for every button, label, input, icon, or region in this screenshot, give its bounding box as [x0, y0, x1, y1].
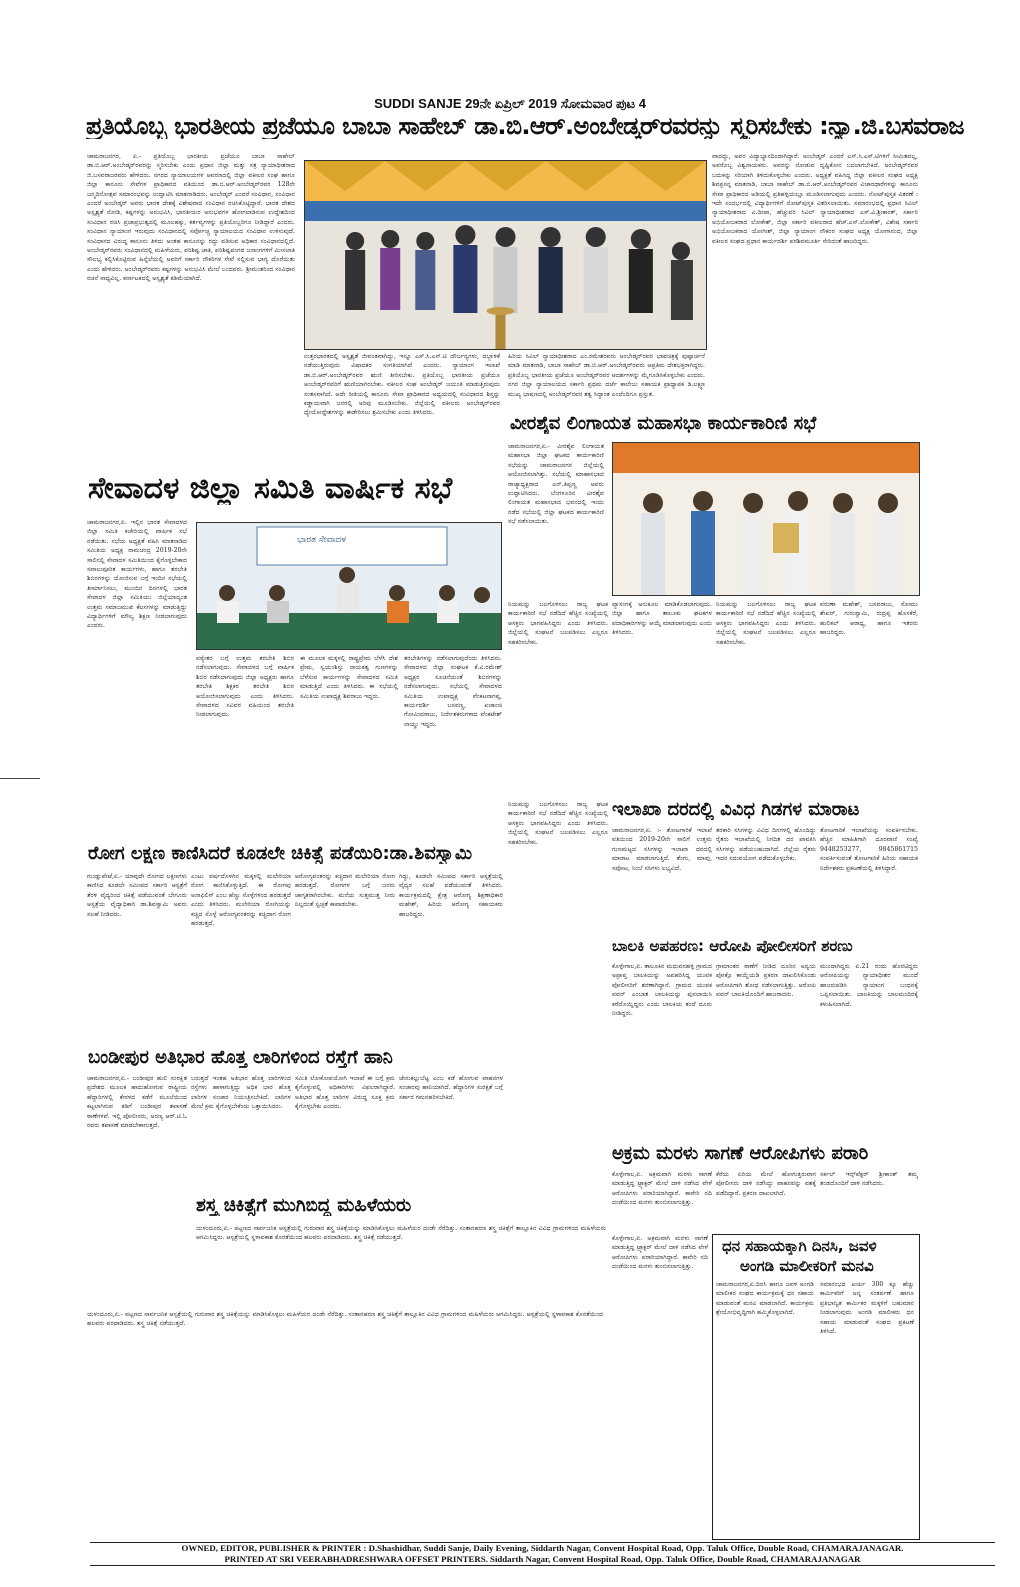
paper-name: SUDDI SANJE — [374, 96, 462, 111]
article-text: ತರಬೇತಿಗಳನ್ನು ನಡೆಸಲಾಗುವುದೆಂದು ತಿಳಿಸಿದರು. ಸೇವಾದಳದ ಜಿಲ್ಲಾ ಸಂಘಟಕ ಕೆ.ವಿ.ರಮೇಶ್ ಅಧ್ಯಕ್ಷರ ಸೂಚನೆಯಂತೆ ಶಿಬಿರಗಳನ್ನು ನಡೆಸಲಾಗುವುದು. ಸಭೆಯಲ್ಲಿ ಸೇವಾದಳದ ಸಮಿತಿಯ ಉಪಾಧ್ಯಕ್ಷ ವೆಂಕಟನಾಗಪ್ಪ, ಕಾರ್ಯದರ್ಶಿ ಬಸವಣ್ಣ, ಖಜಾಂಚಿ ಗೋವಿಂದರಾಜು, ನಿರ್ದೇಶಕರುಗಳಾದ ವೆಂಕಟೇಶ್ ನಾಯ್ಡು ಇದ್ದರು. — [404, 655, 502, 728]
article-text: ಚಾಮರಾಜನಗರ,ಏ.- ವೀರಶೈವ ಲಿಂಗಾಯತ ಮಹಾಸಭಾ ಜಿಲ್ಲಾ ಘಟಕದ ಕಾರ್ಯಕಾರಿಣಿ ಸಭೆಯನ್ನು ಚಾಮರಾಜನಗರ ಜಿಲ್ಲೆಯಲ್ಲಿ ಆಯೋಜಿಸಲಾಗಿತ್ತು. ಸಭೆಯಲ್ಲಿ ಮಾಹಾಸಭಾದ ರಾಜ್ಯಾಧ್ಯಕ್ಷರಾದ ಎನ್.ತಿಪ್ಪಣ್ಣ ಅವರು ಉದ್ಘಾಟಿಸಿದರು. ಬೆಂಗಳೂರಿನ ವೀರಶೈವ ಲಿಂಗಾಯತ ಮಹಾಸಭಾದ ಭವನದಲ್ಲಿ ಇಂದು ನಡೆದ ಸಭೆಯಲ್ಲಿ ಜಿಲ್ಲಾ ಘಟಕದ ಕಾರ್ಯಕಾರಿಣಿ ಸಭೆ ನಡೆಸಲಾಯಿತು. — [508, 443, 604, 526]
article-text: ಪಠ್ಯೇತರ ಬಗ್ಗೆ ಉತ್ತಮ ತರಬೇತಿ ಶಿಬಿರ ನಡೆಸಲಾಗುವುದು. ಸೇವಾದಳದ ಬಗ್ಗೆ ವಾರ್ಷಿಕ ಶಿಬಿರ ನಡೆಸಲಾಗುವುದು ಜಿಲ್ಲಾ ಅಧ್ಯಕ್ಷರು ಹಾಗೂ ತರಬೇತಿ ಶಿಕ್ಷಕರ ತರಬೇತಿ ಶಿಬಿರ ಆಯೋಜಿಸಲಾಗುವುದು ಎಂದು ತಿಳಿಸಿದರು. ಸೇವಾದಳದ ಸವಿವರ ವಹಿಯಂದ ತರಬೇತಿ ನೀಡಲಾಗುವುದು. — [196, 655, 294, 719]
article-text: ಆರೋಗ್ಯವಂತರನ್ನು ಕಚ್ಚಿದಾಗ ಮಲೇರಿಯಾ ರೋಗ ಹರಡುತ್ತದೆ. ರೋಗಗಳ ಬಗ್ಗೆ ಜನರು ಜಾಗೃತರಾಗಿರಬೇಕು. ಮನೆಯ ಸುತ್ತಮುತ್ತ ನೀರು ನಿಲ್ಲದಂತೆ ಸ್ವಚ್ಛತೆ ಕಾಪಾಡಬೇಕು. — [295, 873, 395, 909]
article-text: ನಿಯಮನ್ನು ಬಲಗೊಳಿಸಲು ರಾಜ್ಯ ಘಟಕ ಕಾರ್ಯಕಾರಿಣಿ ಸಭೆ ನಡೆದಿದೆ ಹೆಚ್ಚಿನ ಸಂಖ್ಯೆಯಲ್ಲಿ ಆಸಕ್ತರು ಭಾಗವಹಿಸಿದ್ದರು ಎಂದು ತಿಳಿಸಿದರು. ಜಿಲ್ಲೆಯಲ್ಲಿ ಸಂಘಟನೆ ಬಲಪಡಿಸಲು ಎಲ್ಲರೂ ಸಹಕರಿಸಬೇಕು. — [716, 601, 816, 646]
article-text: ಕೊಳ್ಳೇಗಾಲ,ಏ. ಅಕ್ರಮವಾಗಿ ಮರಳು ಸಾಗಣೆ ಮಾಡುತ್ತಿದ್ದ ಟ್ರ್ಯಾಕ್ಟರ್ ಮೇಲೆ ದಾಳಿ ನಡೆಸಿದ ವೇಳೆ ಆರೋಪಿಗಳು ಪರಾರಿಯಾಗಿದ್ದಾರೆ. ಕಾವೇರಿ ನದಿ ದಂಡೆಯಿಂದ ಮರಳು ತುಂಬಿಸಲಾಗುತ್ತಿತ್ತು. — [612, 1171, 712, 1207]
article-text: ಚಾಮರಾಜನಗರ,ಏ. :- ತೋಟಗಾರಿಕೆ ಇಲಾಖೆ ವತಿಯಿಂದ 2019-20ನೇ ಸಾಲಿಗೆ ಉತ್ತಮ ಗುಣಮಟ್ಟದ ಸಸಿಗಳನ್ನು ಇಲಾಖಾ ದರದಲ್ಲಿ ಮಾರಾಟ ಮಾಡಲಾಗುತ್ತಿದೆ. ತೆಂಗು, ಮಾವು, ಸಪೋಟ, ನಿಂಬೆ ಸಸಿಗಳು ಲಭ್ಯವಿದೆ. — [612, 827, 712, 872]
article-text: ಕೊಳ್ಳೇಗಾಲ,ಏ. ಅಕ್ರಮವಾಗಿ ಮರಳು ಸಾಗಣೆ ಮಾಡುತ್ತಿದ್ದ ಟ್ರ್ಯಾಕ್ಟರ್ ಮೇಲೆ ದಾಳಿ ನಡೆಸಿದ ವೇಳೆ ಆರೋಪಿಗಳು ಪರಾರಿಯಾಗಿದ್ದಾರೆ. ಕಾವೇರಿ ನದಿ ದಂಡೆಯಿಂದ ಮರಳು ತುಂಬಿಸಲಾಗುತ್ತಿತ್ತು. — [612, 1235, 708, 1271]
article-text: ಹಿರಿಯ ಸಿವಿಲ್ ನ್ಯಾಯಾಧೀಶರಾದ ಎಂ.ರಮೇಶರವರು ಅಂಬೇಡ್ಕರ್‌ರವರ ಭಾವಚಿತ್ರಕ್ಕೆ ಪುಷ್ಪಾರ್ಚನೆ ಮಾಡಿ ಮಾತನಾಡಿ, ಬಾಬಾ ಸಾಹೇಬ್ ಡಾ.ಬಿ.ಆರ್.ಅಂಬೇಡ್ಕರ್‌ರವರು ಅಪ್ರತಿಮ ದೇಶಭಕ್ತರಾಗಿದ್ದರು. ಪ್ರತಿಯೊಬ್ಬ ಭಾರತೀಯ ಪ್ರಜೆಯೂ ಅಂಬೇಡ್ಕರ್‌ರವರ ಆದರ್ಶಗಳನ್ನು ಮೈಗೂಡಿಸಿಕೊಳ್ಳಬೇಕು ಎಂದರು. ನಗರ ಜಿಲ್ಲಾ ನ್ಯಾಯಾಲಯದ ಸರ್ಕಾರಿ ಪ್ರಥಮ ದರ್ಜೆ ಕಾಲೇಜು ಸಹಾಯಕ ಪ್ರಾಧ್ಯಾಪಕ ಡಿ.ಲಕ್ಷ್ಮಣ ಮುಖ್ಯ ಭಾಷಣದಲ್ಲಿ ಅಂಬೇಡ್ಕರ್‌ರವರ ತತ್ವ ಸಿದ್ಧಾಂತ ಎಂದೆಂದಿಗೂ ಪ್ರಸ್ತುತ. — [508, 353, 705, 398]
article-text: ಸಮಾರಂಭದ ಖರ್ಚು 300 ಕ್ಕೂ ಹೆಚ್ಚು ಕಾರ್ಮಿಕರಿಗೆ ಅನ್ನ ಸಂತರ್ಪಣೆ ಹಾಗೂ ಪ್ರತಿಭಾನ್ವಿತ ಕಾರ್ಮಿಕರ ಮಕ್ಕಳಿಗೆ ಬಹುಮಾನ ನೀಡಲಾಗುವುದು ಅಂಗಡಿ ಮಾಲೀಕರು ಧನ ಸಹಾಯ ಮಾಡುವಂತೆ ಸಂಘದ ಪ್ರಕಟಣೆ ತಿಳಿಸಿದೆ. — [820, 1281, 914, 1336]
disease-headline: ರೋಗ ಲಕ್ಷಣ ಕಾಣಿಸಿದರೆ ಕೂಡಲೇ ಚಿಕಿತ್ಸೆ ಪಡೆಯಿರಿ:ಡಾ.ಶಿವಸ್ವಾಮಿ — [88, 844, 473, 864]
meeting-photo — [196, 522, 502, 650]
article-text: ಎಂಟು ವರ್ಷದೊಳಗಿನ ಮಕ್ಕಳಲ್ಲಿ ಮಲೇರಿಯಾ ರೋಗ ಕಾಣಿಸಿಕೊಳ್ಳುತ್ತಿದೆ. ಈ ರೋಗವು ಅನಾಫಿಲಿಸ್ ಎಂಬ ಹೆಣ್ಣು ಸೊಳ್ಳೆಗಳಿಂದ ಹರಡುತ್ತದೆ ಎಂದು ತಿಳಿಸಿದರು. ಮಲೇರಿಯಾ ರೋಗಿಯನ್ನು ಕಚ್ಚಿದ ಸೊಳ್ಳೆ ಆರೋಗ್ಯವಂತರನ್ನು ಕಚ್ಚಿದಾಗ ರೋಗ ಹರಡುತ್ತದೆ. — [191, 873, 291, 928]
article-text: ಚಾಮರಾಜನಗರ,ಏ. ಇಲ್ಲಿನ ಭಾರತ ಸೇವಾದಳದ ಜಿಲ್ಲಾ ಸಮಿತಿ ಕಚೇರಿಯಲ್ಲಿ ವಾರ್ಷಿಕ ಸಭೆ ನಡೆಯಿತು. ಸಭೆಯ ಅಧ್ಯಕ್ಷತೆ ವಹಿಸಿ ಮಾತನಾಡಿದ ಸಮಿತಿಯ ಅಧ್ಯಕ್ಷ ರಾಮಚಂದ್ರ 2019-20ನೇ ಸಾಲಿನಲ್ಲಿ ಸೇವಾದಳ ಸಮಿತಿಯಿಂದ ಕೈಗೊಳ್ಳಬೇಕಾದ ಸವಾಲುಪೂರಿತ ಕಾರ್ಯಗಳು, ಹಾಗೂ ತರಬೇತಿ ಶಿಬಿರಗಳನ್ನು ಯೋಜಿಸುವ ಬಗ್ಗೆ ಇಂದಿನ ಸಭೆಯಲ್ಲಿ ತೀರ್ಮಾನಿಸಲು, ಮುಂದಿನ ದಿನಗಳಲ್ಲಿ ಭಾರತ ಸೇವಾದಳ ಜಿಲ್ಲಾ ಸಮಿತಿಯು ಜಿಲ್ಲೆಯಾದ್ಯಂತ ಉತ್ತಮ ಸಮಾಜಮುಖಿ ಕೆಲಸಗಳನ್ನು ಮಾಡುತ್ತಿದ್ದು ವಿದ್ಯಾರ್ಥಿಗಳಿಗೆ ಮೌಲ್ಯ ಶಿಕ್ಷಣ ನೀಡಲಾಗುವುದು ಎಂದರು. — [87, 519, 187, 630]
article-text: ಸಮಿತಿ ಲೋಕೋಪಯೋಗಿ ಇಲಾಖೆ ಈ ಬಗ್ಗೆ ಕ್ರಮ ಕೈಗೊಳ್ಳುವಲ್ಲಿ ಅಧಿಕಾರಿಗಳು ವಿಫಲರಾಗಿದ್ದಾರೆ. ಅತಿಭಾರ ಹೊತ್ತ ಲಾರಿಗಳ ವಿರುದ್ಧ ಸೂಕ್ತ ಕ್ರಮ ಕೈಗೊಳ್ಳಬೇಕು ಎಂದರು. — [295, 1075, 395, 1111]
banner-text: ಭಾರತ ಸೇವಾದಳ — [297, 535, 347, 545]
ceremony-photo — [304, 160, 707, 350]
imprint-footer — [90, 1542, 995, 1566]
main-headline: ಪ್ರತಿಯೊಬ್ಬ ಭಾರತೀಯ ಪ್ರಜೆಯೂ ಬಾಬಾ ಸಾಹೇಬ್ ಡಾ.ಬಿ.ಆರ್.ಅಂಬೇಡ್ಕರ್‌ರವರನ್ನು ಸ್ಮರಿಸಬೇಕು :ನ್ಯಾ.ಜಿ.ಬಸವರಾಜ — [86, 113, 964, 140]
sand-headline: ಅಕ್ರಮ ಮರಳು ಸಾಗಣೆ ಆರೋಪಿಗಳು ಪರಾರಿ — [612, 1144, 869, 1164]
sevadal-headline: ಸೇವಾದಳ ಜಿಲ್ಲಾ ಸಮಿತಿ ವಾರ್ಷಿಕ ಸಭೆ — [88, 472, 453, 505]
masthead — [0, 96, 1020, 112]
margin-rule — [0, 778, 40, 779]
article-text: ಯಳಂದೂರು,ಏ.- ಪಟ್ಟಣದ ಸಾರ್ವಜನಿಕ ಆಸ್ಪತ್ರೆಯಲ್ಲಿ ಗುರುವಾರ ಶಸ್ತ್ರ ಚಿಕಿತ್ಸೆಯನ್ನು ಮಾಡಿಸಿಕೊಳ್ಳಲು ಮಹಿಳೆಯರ ದಂಡೇ ನೆರೆದಿತ್ತು. ಸಂತಾನಹರಣ ಶಸ್ತ್ರ ಚಿಕಿತ್ಸೆಗೆ ತಾಲ್ಲೂಕಿನ ವಿವಿಧ ಗ್ರಾಮಗಳಿಂದ ಮಹಿಳೆಯರು ಆಗಮಿಸಿದ್ದರು. ಆಸ್ಪತ್ರೆಯಲ್ಲಿ ಸ್ಥಳಾವಕಾಶ ಕೊರತೆಯಿಂದ ಹಲವರು ಪರದಾಡಿದರು. ಶಸ್ತ್ರ ಚಿಕಿತ್ಸೆ ನಡೆಯುತ್ತದೆ. — [87, 1311, 603, 1328]
article-text: ಸರ್ಕಲ್ ಇನ್ಸ್‌ಪೆಕ್ಟರ್ ಶ್ರೀಕಾಂತ್ ತಮ್ಮ ತಂಡದೊಂದಿಗೆ ದಾಳಿ ನಡೆಸಿದರು. — [820, 1171, 918, 1188]
article-text: ತರಕಾರಿ ಸಸಿಗಳನ್ನು ವಿವಿಧ ದಿನಗಳಲ್ಲಿ ಹೊಂದಿದ್ದು ರೈತರು ಇಲಾಖೆಯಲ್ಲಿ ನಿಗದಿತ ದರ ಪಾವತಿಸಿ ಸಸಿಗಳನ್ನು ಪಡೆಯಬಹುದಾಗಿದೆ. ಜಿಲ್ಲೆಯ ರೈತರು ಇದರ ಸದುಪಯೋಗ ಪಡೆದುಕೊಳ್ಳಬೇಕು. — [716, 827, 816, 863]
article-text: ಗ್ರಾಮಾಂತರ ಠಾಣೆಗೆ ನೀಡಿದ ದೂರಿನ ಅನ್ವಯ ಪೋಕ್ಸೊ ಕಾಯ್ದೆಯಡಿ ಪ್ರಕರಣ ದಾಖಲಿಸಿಕೊಂಡು ಆರೋಪಿಗಾಗಿ ಶೋಧ ನಡೆಸಲಾಗುತ್ತಿತ್ತು. ಆರೋಪಿ ಪವನ್ ಬಾಲಕಿಯೊಂದಿಗೆ ಹಾಜರಾದನು. — [716, 963, 816, 999]
article-text: ಗಿದ್ದು, ಕೂಡಲೇ ಸಮೀಪದ ಸರ್ಕಾರಿ ಆಸ್ಪತ್ರೆಯಲ್ಲಿ ವೈದ್ಯರ ಸಲಹೆ ಪಡೆಯುವಂತೆ ತಿಳಿಸಿದರು. ಕಾರ್ಯಕ್ರಮದಲ್ಲಿ ಕ್ಷೇತ್ರ ಆರೋಗ್ಯ ಶಿಕ್ಷಣಾಧಿಕಾರಿ ಮಹೇಶ್, ಹಿರಿಯ ಆರೋಗ್ಯ ಸಹಾಯಕರು ಹಾಜರಿದ್ದರು. — [399, 873, 503, 918]
article-text: ಯಳಂದೂರು,ಏ.- ಪಟ್ಟಣದ ಸಾರ್ವಜನಿಕ ಆಸ್ಪತ್ರೆಯಲ್ಲಿ ಗುರುವಾರ ಶಸ್ತ್ರ ಚಿಕಿತ್ಸೆಯನ್ನು ಮಾಡಿಸಿಕೊಳ್ಳಲು ಮಹಿಳೆಯರ ದಂಡೇ ನೆರೆದಿತ್ತು. ಸಂತಾನಹರಣ ಶಸ್ತ್ರ ಚಿಕಿತ್ಸೆಗೆ ತಾಲ್ಲೂಕಿನ ವಿವಿಧ ಗ್ರಾಮಗಳಿಂದ ಮಹಿಳೆಯರು ಆಗಮಿಸಿದ್ದರು. ಆಸ್ಪತ್ರೆಯಲ್ಲಿ ಸ್ಥಳಾವಕಾಶ ಕೊರತೆಯಿಂದ ಹಲವರು ಪರದಾಡಿದರು. ಶಸ್ತ್ರ ಚಿಕಿತ್ಸೆ ನಡೆಯುತ್ತದೆ. — [196, 1225, 606, 1242]
article-text: ಉತ್ತರಭಾರತದಲ್ಲಿ ಅಸ್ಪೃಶ್ಯತೆ ಜೀವಂತವಾಗಿದ್ದು, ಇನ್ನೂ ಎಸ್.ಸಿ.ಎಸ್.ಟಿ ದೌರ್ಜನ್ಯಗಳು, ದಬ್ಬಾಳಿಕೆ ನಡೆಯುತ್ತಿರುವುದು ವಿಷಾದಕರ ಸಂಗತಿಯಾಗಿದೆ ಎಂದರು. ನ್ಯಾಯಾಂಗ ಇಲಾಖೆ ಡಾ.ಬಿ.ಆರ್.ಅಂಬೇಡ್ಕರ್‌ರವರ ಋಣಿ ತೀರಿಸಬೇಕು. ಪ್ರತಿಯೊಬ್ಬ ಭಾರತೀಯ ಪ್ರಜೆಯೂ ಅಂಬೇಡ್ಕರ್‌ರವರಿಗೆ ಋಣಿಯಾಗಿರಬೇಕು. ವಕೀಲರ ಸಂಘ ಅಂಬೇಡ್ಕರ್ ಜಯಂತಿ ಮಾಡುತ್ತಿರುವುದು ಸಂತಸವಾಗಿದೆ. ಅದೇ ರೀತಿಯಲ್ಲಿ ಕಾನೂನು ಸೇವಾ ಪ್ರಾಧಿಕಾರದ ಅಧ್ಯಯದಲ್ಲಿ ಸಂವಿಧಾನದ ಶಿಸ್ತನ್ನು ಕಡ್ಡಾಯವಾಗಿ ಜನರಲ್ಲಿ ಅರಿವು ಮೂಡಿಸಬೇಕು. ಜಿಲ್ಲೆಯಲ್ಲಿ ವಕೀಲರು ಅಂಬೇಡ್ಕರ್‌ರವರ ಧ್ಯೇಯೋದ್ದೇಶಗಳನ್ನು ಈಡೇರಿಸಲು ಶ್ರಮಿಸಬೇಕು ಎಂದು ತಿಳಿಸಿದರು. — [304, 353, 500, 417]
aid-headline-line1: ಧನ ಸಹಾಯಕ್ಕಾಗಿ ದಿನಸಿ, ಜವಳಿ — [722, 1238, 877, 1255]
article-text: ವಾದದ್ದು, ಅವರ ವಿದ್ಯಾಭ್ಯಾಸದಿಂದಾಗಿದ್ದಾರೆ. ಅಂಬೇಡ್ಕರ್ ಎಂದರೆ ಎಸ್.ಸಿ.ಎಸ್.ಟಿಗಳಿಗೆ ಸೀಮಿತವಲ್ಲ, ಅವರೊಬ್ಬ ವಿಶ್ವನಾಯಕರು. ಅವರನ್ನು ನೋಡುವ ದೃಷ್ಟಿಕೋನ ಬದಲಾಗಬೇಕಿದೆ. ಅಂಬೇಡ್ಕರ್‌ರವರ ಬದುಕನ್ನು ಸರಿಯಾಗಿ ತಿಳಿದುಕೊಳ್ಳಬೇಕು ಎಂದರು. ಅಧ್ಯಕ್ಷತೆ ವಹಿಸಿದ್ದ ಜಿಲ್ಲಾ ವಕೀಲರ ಸಂಘದ ಅಧ್ಯಕ್ಷ ಶಿವಪ್ರಸನ್ನ ಮಾತನಾಡಿ, ಬಾಬಾ ಸಾಹೇಬ್ ಡಾ.ಬಿ.ಆರ್.ಅಂಬೇಡ್ಕರ್‌ರವರ ವಿಚಾರಧಾರೆಗಳನ್ನು ಕಾನೂನು ಸೇವಾ ಪ್ರಾಧಿಕಾರದ ಅಡಿಯಲ್ಲಿ ಪ್ರತಿಹಳ್ಳಿಯಲ್ಲೂ ಮೂಡಿಸಲಾಗುವುದು ಎಂದರು. ನೋಟ್‌ಪುಸ್ತಕ ವಿತರಣೆ : ಇದೇ ಸಂದರ್ಭದಲ್ಲಿ ವಿದ್ಯಾರ್ಥಿಗಳಿಗೆ ನೋಟ್‌ಪುಸ್ತಕ ವಿತರಿಸಲಾಯಿತು. ಸಮಾರಂಭದಲ್ಲಿ ಪ್ರಧಾನ ಸಿವಿಲ್ ನ್ಯಾಯಾಧೀಶರಾದ ವಿ.ದೀಪಾ, ಹೆಚ್ಚುವರಿ ಸಿವಿಲ್ ನ್ಯಾಯಾಧೀಶರಾದ ಎಸ್.ವಿ.ಶ್ರೀಕಾಂತ್, ಸರ್ಕಾರಿ ಅಭಿಯೋಜಕರಾದ ಲೋಕೇಶ್, ಜಿಲ್ಲಾ ಸರ್ಕಾರಿ ವಕೀಲರಾದ ಹೆಚ್.ಎಸ್.ಲೋಕೇಶ್, ವಿಶೇಷ ಸರ್ಕಾರಿ ಅಭಿಯೋಜಕರಾದ ಯೋಗೀಶ್, ಜಿಲ್ಲಾ ನ್ಯಾಯಾಂಗ ನೌಕರರ ಸಂಘದ ಅಧ್ಯಕ್ಷ ಯೋಗಾನಂದ, ಜಿಲ್ಲಾ ವಕೀಲರ ಸಂಘದ ಪ್ರಧಾನ ಕಾರ್ಯದರ್ಶಿ ಪರಶಿವಮೂರ್ತಿ ಸೇರಿದಂತೆ ಹಾಜರಿದ್ದರು. — [712, 153, 918, 245]
bandipur-headline: ಬಂಡೀಪುರ ಅತಿಭಾರ ಹೊತ್ತ ಲಾರಿಗಳಿಂದ ರಸ್ತೆಗೆ ಹಾನಿ — [88, 1048, 393, 1068]
article-text: ನಿಯಮನ್ನು ಬಲಗೊಳಿಸಲು ರಾಜ್ಯ ಘಟಕ ಕಾರ್ಯಕಾರಿಣಿ ಸಭೆ ನಡೆದಿದೆ ಹೆಚ್ಚಿನ ಸಂಖ್ಯೆಯಲ್ಲಿ ಆಸಕ್ತರು ಭಾಗವಹಿಸಿದ್ದರು ಎಂದು ತಿಳಿಸಿದರು. ಜಿಲ್ಲೆಯಲ್ಲಿ ಸಂಘಟನೆ ಬಲಪಡಿಸಲು ಎಲ್ಲರೂ ಸಹಕರಿಸಬೇಕು. — [508, 601, 608, 646]
article-text: ವ್ಯಾಸಂಗಕ್ಕೆ ಅನುಕೂಲ ಮಾಡಿಕೊಡಲಾಗುವುದು. ಜಿಲ್ಲಾ ಹಾಗೂ ತಾಲೂಕು ಘಟಕಗಳ ಪದಾಧಿಕಾರಿಗಳನ್ನು ಆಯ್ಕೆ ಮಾಡಲಾಗುವುದು ಎಂದು ತಿಳಿಸಿದರು. — [612, 601, 712, 637]
article-text: ಕೊಳ್ಳೇಗಾಲ,ಏ. ತಾಲೂಕಿನ ಮಧುವನಹಳ್ಳಿ ಗ್ರಾಮದ ಅಪ್ರಾಪ್ತ ಬಾಲಕಿಯನ್ನು ಅಪಹರಿಸಿದ್ದ ಯುವಕ ಪೋಲೀಸರಿಗೆ ಶರಣಾಗಿದ್ದಾನೆ. ಗ್ರಾಮದ ಯುವಕ ಪವನ್ ಎಂಬಾತ ಬಾಲಕಿಯನ್ನು ಪುಸಲಾಯಿಸಿ ಕರೆದೊಯ್ದಿದ್ದನು ಎಂದು ಬಾಲಕಿಯ ತಂದೆ ದೂರು ನೀಡಿದ್ದರು. — [612, 963, 712, 1018]
felicitation-photo — [612, 442, 920, 596]
article-text: ಚಾಮರಾಜನಗರ, ಏ.- ಪ್ರತಿಯೊಬ್ಬ ಭಾರತೀಯ ಪ್ರಜೆಯೂ ಬಾಬಾ ಸಾಹೇಬ್ ಡಾ.ಬಿ.ಆರ್.ಅಂಬೇಡ್ಕರ್‌ರವರನ್ನು ಸ್ಮರಿಸಬೇಕು ಎಂದು ಪ್ರಧಾನ ಜಿಲ್ಲಾ ಮತ್ತು ಸತ್ರ ನ್ಯಾಯಾಧೀಶರಾದ ಜಿ.ಬಸವರಾಜರವರು ಹೇಳಿದರು. ನಗರದ ನ್ಯಾಯಾಲಯಗಳ ಆವರಣದಲ್ಲಿ ಜಿಲ್ಲಾ ವಕೀಲರ ಸಂಘ ಹಾಗೂ ಜಿಲ್ಲಾ ಕಾನೂನು ಸೇವೆಗಳ ಪ್ರಾಧಿಕಾರದ ವತಿಯಿಂದ ಡಾ.ಬಿ.ಆರ್.ಅಂಬೇಡ್ಕರ್‌ರವರ 128ನೇ ಜನ್ಮದಿನೋತ್ಸವ ಸಮಾರಂಭವನ್ನು ಉದ್ಘಾಟಿಸಿ ಮಾತನಾಡಿದರು. ಅಂಬೇಡ್ಕರ್ ಎಂದರೆ ಸಂವಿಧಾನ, ಸಂವಿಧಾನ ಎಂದರೆ ಅಂಬೇಡ್ಕರ್ ಅವರು ಭಾರತ ದೇಶಕ್ಕೆ ವಿಶೇಷವಾದ ಸಂವಿಧಾನ ರಚಿಸಿಕೊಟ್ಟಿದ್ದಾರೆ. ಭಾರತ ದೇಶದ ಅಸ್ಪೃಶ್ಯತೆ ನೋಡಿ, ಕಷ್ಟಗಳನ್ನು ಅನುಭವಿಸಿ, ಭಾರತೀಯರ ಅನುಭವಗಳ ಹೋಗಲಾಡಿಸುವ ಉದ್ದೇಶದಿಂದ ಸಂವಿಧಾನ ರಚಿಸಿ ಪ್ರಜಾಪ್ರಭುತ್ವದಲ್ಲಿ ಮೂಲಹಕ್ಕು, ಕರ್ತವ್ಯಗಳನ್ನು ಪ್ರತಿಯೊಬ್ಬರಿಗೂ ನೀಡಿದ್ದಾರೆ ಎಂದರು. ಸಂವಿಧಾನ ನ್ಯಾಯಾಂಗ ಇರುವುದು ಸಂವಿಧಾನದಲ್ಲಿ ಸರ್ವೋಚ್ಚ ನ್ಯಾಯಾಲಯದ ಸಂವಿಧಾನ ಉಳಿಸುವುದೆ. ಸಂವಿಧಾನದ ವಿರುದ್ಧ ಕಾನೂನು ತಿಳಿದು ಅಂತಹ ಕಾನೂನನ್ನು ರದ್ದು ಪಡಿಸುವ ಅಧಿಕಾರ ಸಂವಿಧಾನದಲ್ಲಿದೆ. ಅಂಬೇಡ್ಕರ್‌ರವರು ಸಂವಿಧಾನದಲ್ಲಿ ಮಹಿಳೆಯರು, ಪರಿಶಿಷ್ಟ ಜಾತಿ, ಪರಿಶಿಷ್ಟಪಂಗಡ ಜನಾಂಗಗಳಿಗೆ ಮೀಸಲಾತಿ ಸೌಲಭ್ಯ ಕಲ್ಪಿಸಿಕೊಟ್ಟಿರುವ ಹಿನ್ನೆಲೆಯಲ್ಲಿ ಅವರಿಗೆ ಸರ್ಕಾರಿ ನೌಕರಿಗಳ ಸೇವೆ ಸಲ್ಲಿಸುವ ಭಾಗ್ಯ ದೊರೆಯಿತು ಎಂದು ಹೇಳಿದರು. ಅಂಬೇಡ್ಕರ್‌ರವರು ಕಷ್ಟಗಳನ್ನು ಅನುಭವಿಸಿ ಮೇಲೆ ಬಂದವರು. ಶ್ರೀಮಂತರಿಂದ ಸಂವಿಧಾನ ರಚನೆ ಸಾಧ್ಯವಿಲ್ಲ. ಕರ್ನಾಟಕದಲ್ಲಿ ಅಸ್ಪೃಶ್ಯತೆ ಕಡಿಮೆಯಾಗಿದೆ. — [87, 153, 295, 283]
aid-headline-line2: ಅಂಗಡಿ ಮಾಲೀಕರಿಗೆ ಮನವಿ — [740, 1258, 874, 1275]
article-text: ಕೆರೆಯ ಏರಿಯ ಮೇಲೆ ಹೋಗುತ್ತಿರುವಾಗ ಪೋಲೀಸರು ದಾಳಿ ನಡೆಸಿದ್ದು ವಾಹನವನ್ನು ವಶಕ್ಕೆ ಪಡೆದಿದ್ದಾರೆ. ಪ್ರಕರಣ ದಾಖಲಾಗಿದೆ. — [716, 1171, 816, 1197]
article-text: ಬರುತ್ತದೆ ಇಂತಹ ಅತಿಭಾರ ಹೊತ್ತ ಲಾರಿಗಳಿಂದ ರಸ್ತೆಗಳು ಹಾಳಾಗುತ್ತಿದ್ದು ಅಧಿಕ ಭಾರ ಹೊತ್ತ ಲಾರಿಗಳ ಸಂಚಾರ ನಿಯಂತ್ರಿಸಬೇಕಿದೆ. ಲಾರಿಗಳ ಮೇಲೆ ಕ್ರಮ ಕೈಗೊಳ್ಳಬೇಕೆಂದು ಒತ್ತಾಯಿಸಿದರು. — [191, 1075, 291, 1111]
surgery-headline: ಶಸ್ತ್ರ ಚಿಕಿತ್ಸೆಗೆ ಮುಗಿಬಿದ್ದ ಮಹಿಳೆಯರು — [196, 1196, 412, 1216]
article-text: ಈ ಮೂಲಕ ಮಕ್ಕಳಲ್ಲಿ ರಾಷ್ಟ್ರಪ್ರೇಮ ಬೆಳೆಸಿ ದೇಶ ಪ್ರೇಮ, ಸ್ವಯಂಶಿಸ್ತು ನಾಯಕತ್ವ ಗುಣಗಳನ್ನು ಬೆಳೆಸುವ ಕಾರ್ಯಗಳನ್ನು ಸೇವಾದಳದ ಸಮಿತಿ ಮಾಡುತ್ತಿದೆ ಎಂದು ತಿಳಿಸಿದರು. ಈ ಸಭೆಯಲ್ಲಿ ಸಮಿತಿಯ ಉಪಾಧ್ಯಕ್ಷ ಶಿವರಾಜು ಇದ್ದರು. — [300, 655, 398, 700]
article-text: ಚಾಮರಾಜನಗರ,ಏ.ದಿನಸಿ ಹಾಗೂ ಜವಳಿ ಅಂಗಡಿ ಮಾಲೀಕರ ಸಂಘದ ಕಾರ್ಯಕ್ರಮಕ್ಕೆ ಧನ ಸಹಾಯ ಮಾಡುವಂತೆ ಮನವಿ ಮಾಡಲಾಗಿದೆ. ಕಾರ್ಯಕ್ರಮ ಶ್ರೇಯೋಭಿವೃದ್ಧಿಗಾಗಿ ಹಮ್ಮಿಕೊಳ್ಳಲಾಗಿದೆ. — [716, 1281, 814, 1317]
article-text: ಜೇನುಕಲ್ಲುಬೆಟ್ಟ ಎಂಬ ಕಡೆ ಹೋಗುವ ವಾಹನಗಳ ಸಂಚಾರವು ಹಾನಿಯಾಗಿದೆ. ಹೆದ್ದಾರಿಗಳ ಸುರಕ್ಷತೆ ಬಗ್ಗೆ ಸರ್ಕಾರ ಗಮನಹರಿಸಬೇಕಿದೆ. — [399, 1075, 503, 1101]
veerashaiva-headline: ವೀರಶೈವ ಲಿಂಗಾಯತ ಮಹಾಸಭಾ ಕಾರ್ಯಕಾರಿಣಿ ಸಭೆ — [510, 414, 817, 434]
article-text: ವರುಣಾ ಮಹೇಶ್, ಬಸವರಾಜು, ಸೋಮು ಶೇಖರ್, ಗುರುಸ್ವಾಮಿ, ರುದ್ರಪ್ಪ ಹೊಸಕೆರೆ, ಹುಲಿಕಲ್ ಆರಾಧ್ಯ, ಹಾಗೂ ಇತರರು ಹಾಜರಿದ್ದರು. — [820, 601, 918, 637]
issue-date: 29ನೇ ಏಪ್ರಿಲ್ 2019 ಸೋಮವಾರ ಪುಟ 4 — [465, 96, 646, 111]
kidnap-headline: ಬಾಲಕಿ ಅಪಹರಣ: ಆರೋಪಿ ಪೋಲೀಸರಿಗೆ ಶರಣು — [612, 938, 853, 955]
imprint-line: OWNED, EDITOR, PUBLISHER & PRINTER : D.Shashidhar, Suddi Sanje, Daily Evening, Siddarth Nagar, Convent Hospital Road, Opp. Taluk Office, Double Road, CHAMARAJANAGAR. — [181, 1543, 904, 1553]
sale-headline: ಇಲಾಖಾ ದರದಲ್ಲಿ ವಿವಿಧ ಗಿಡಗಳ ಮಾರಾಟ — [612, 800, 860, 820]
imprint-line: PRINTED AT SRI VEERABHADRESHWARA OFFSET PRINTERS. Siddarth Nagar, Convent Hospital Road, Opp. Taluk Office, Double Road, CHAMARAJANAGAR — [224, 1554, 861, 1564]
article-text: ನಿಯಮನ್ನು ಬಲಗೊಳಿಸಲು ರಾಜ್ಯ ಘಟಕ ಕಾರ್ಯಕಾರಿಣಿ ಸಭೆ ನಡೆದಿದೆ ಹೆಚ್ಚಿನ ಸಂಖ್ಯೆಯಲ್ಲಿ ಆಸಕ್ತರು ಭಾಗವಹಿಸಿದ್ದರು ಎಂದು ತಿಳಿಸಿದರು. ಜಿಲ್ಲೆಯಲ್ಲಿ ಸಂಘಟನೆ ಬಲಪಡಿಸಲು ಎಲ್ಲರೂ ಸಹಕರಿಸಬೇಕು. — [508, 801, 608, 846]
article-text: ಗುಂಡ್ಲುಪೇಟೆ,ಏ.- ಯಾವುದೇ ರೋಗದ ಲಕ್ಷಣಗಳು ಕಾಣಿಸಿದ ಕೂಡಲೇ ಸಮೀಪದ ಸರ್ಕಾರಿ ಆಸ್ಪತ್ರೆಗೆ ತೆರಳಿ ವೈದ್ಯರಿಂದ ಚಿಕಿತ್ಸೆ ಪಡೆಯುವಂತೆ ಬೇಗೂರು ಆಸ್ಪತ್ರೆಯ ವೈದ್ಯಾಧಿಕಾರಿ ಡಾ.ಶಿವಸ್ವಾಮಿ ಅವರು ಸಲಹೆ ನೀಡಿದರು. — [87, 873, 187, 918]
article-text: ಮುಂದಾಗಿದ್ದರು ಏ.21 ರಂದು ಹೊರಟಿದ್ದರು ಆರೋಪಿಯನ್ನು ನ್ಯಾಯಾಧೀಶರ ಮುಂದೆ ಹಾಜರುಪಡಿಸಿ ನ್ಯಾಯಾಂಗ ಬಂಧನಕ್ಕೆ ಒಪ್ಪಿಸಲಾಯಿತು. ಬಾಲಕಿಯನ್ನು ಬಾಲಮಂದಿರಕ್ಕೆ ಕಳುಹಿಸಲಾಗಿದೆ. — [820, 963, 918, 1008]
article-text: ತೋಟಗಾರಿಕೆ ಇಲಾಖೆಯನ್ನು ಸಂಪರ್ಕಿಸಬೇಕು. ಹೆಚ್ಚಿನ ಮಾಹಿತಿಗಾಗಿ ದೂರವಾಣಿ ಸಂಖ್ಯೆ 9448253277, 9845861715 ಸಂಪರ್ಕಿಸುವಂತೆ ತೋಟಗಾರಿಕೆ ಹಿರಿಯ ಸಹಾಯಕ ನಿರ್ದೇಶಕರು ಪ್ರಕಟಣೆಯಲ್ಲಿ ತಿಳಿಸಿದ್ದಾರೆ. — [820, 827, 918, 872]
article-text: ಚಾಮರಾಜನಗರ,ಏ.- ಬಂಡೀಪುರ ಹುಲಿ ಸಂರಕ್ಷಿತ ಪ್ರದೇಶದ ಮೂಲಕ ಹಾದುಹೋಗುವ ರಾಷ್ಟ್ರೀಯ ಹೆದ್ದಾರಿಗಳಲ್ಲಿ ಕೇರಳದ ಕಡೆಗೆ ಮೂಲೆಯಿಂದ ಕಟ್ಟಲಾಗಿರುವ ಕಡಿಗೆ ಬಂಡೀಪುರ ತಪಾಸಣೆ ಠಾಣೆಗಳಿವೆ. ಇಲ್ಲಿ ಪೋಲೀಸರು, ಅರಣ್ಯ ಆರ್.ಟಿ.ಓ ರವರು ತಪಾಸಣೆ ಮಾಡಬೇಕಾಗುತ್ತದೆ. — [87, 1075, 187, 1130]
